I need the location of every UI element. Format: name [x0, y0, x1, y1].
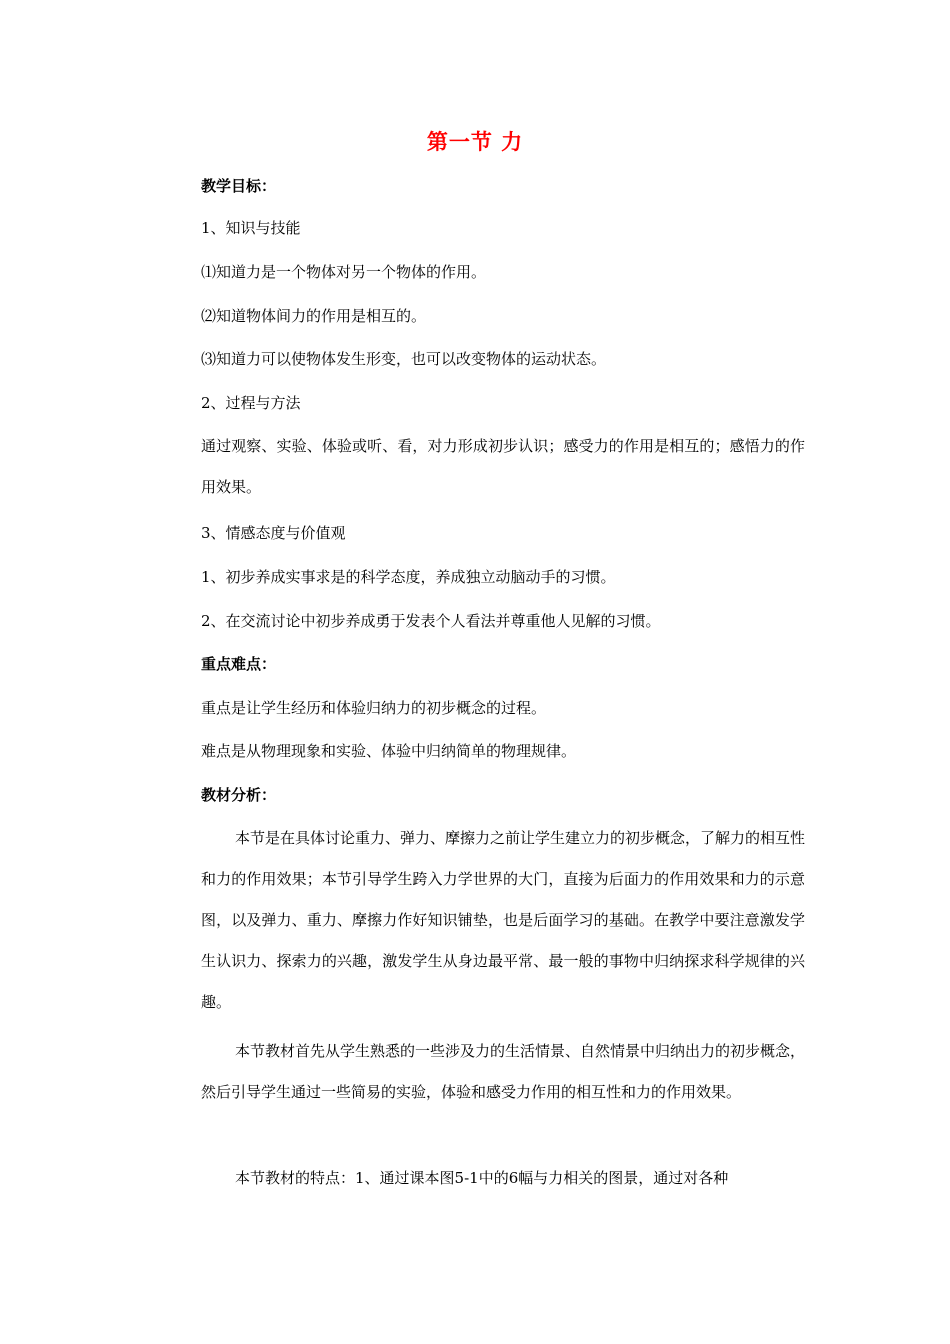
analysis-paragraph-1: 本节是在具体讨论重力、弹力、摩擦力之前让学生建立力的初步概念，了解力的相互性和力的作用效果；本节引导学生跨入力学世界的大门，直接为后面力的作用效果和力的示意图，以及弹力、重力、摩擦力作好知识铺垫，也是后面学习的基础。在教学中要注意激发学生认识力、探索力的兴趣，激发学生从身边最平常、最一般的事物中归纳探求科学规律的兴趣。	[201, 829, 806, 1011]
goals-section-3-title: 3、情感态度与价值观	[201, 524, 346, 542]
keypoints-focus: 重点是让学生经历和体验归纳力的初步概念的过程。	[201, 699, 547, 717]
goals-section-2-title: 2、过程与方法	[201, 394, 301, 412]
keypoints-difficulty: 难点是从物理现象和实验、体验中归纳简单的物理规律。	[201, 742, 577, 760]
page-title: 第一节 力	[426, 130, 524, 154]
goal-item: ⑵知道物体间力的作用是相互的。	[201, 307, 427, 325]
goal-item: 1、初步养成实事求是的科学态度，养成独立动脑动手的习惯。	[201, 568, 616, 586]
analysis-paragraph-3: 本节教材的特点：1、通过课本图5-1中的6幅与力相关的图景，通过对各种	[235, 1169, 729, 1187]
goals-heading: 教学目标：	[201, 177, 277, 195]
goals-section-1-title: 1、知识与技能	[201, 219, 301, 237]
goal-item: ⑴知道力是一个物体对另一个物体的作用。	[201, 263, 487, 281]
goal-item: ⑶知道力可以使物体发生形变，也可以改变物体的运动状态。	[201, 350, 607, 368]
analysis-heading: 教材分析：	[201, 786, 277, 804]
goals-section-2-text: 通过观察、实验、体验或听、看，对力形成初步认识；感受力的作用是相互的；感悟力的作用效果。	[201, 437, 805, 496]
goal-item: 2、在交流讨论中初步养成勇于发表个人看法并尊重他人见解的习惯。	[201, 612, 661, 630]
analysis-paragraph-2: 本节教材首先从学生熟悉的一些涉及力的生活情景、自然情景中归纳出力的初步概念，然后引导学生通过一些简易的实验，体验和感受力作用的相互性和力的作用效果。	[201, 1042, 806, 1101]
keypoints-heading: 重点难点：	[201, 655, 277, 673]
